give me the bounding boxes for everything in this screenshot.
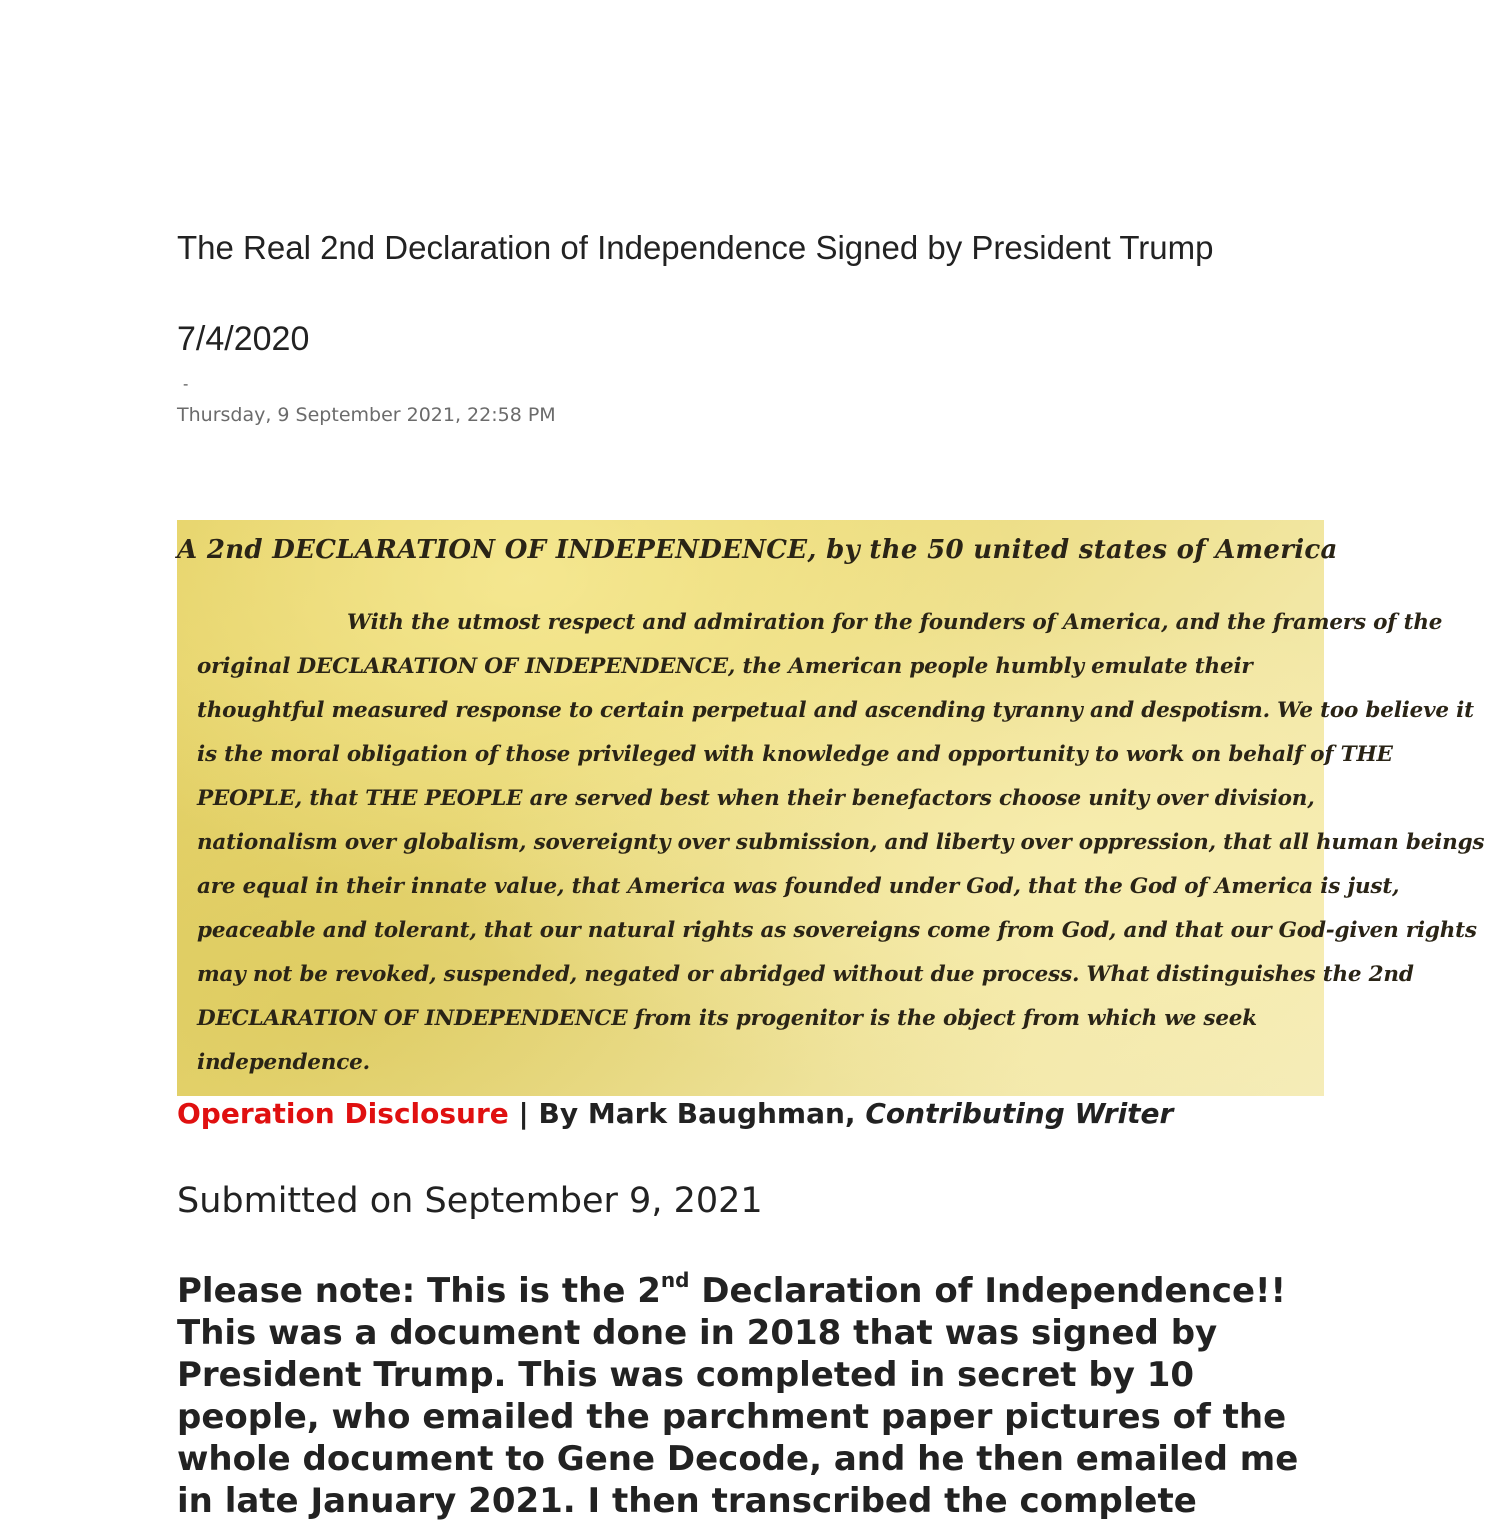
submitted-date: Submitted on September 9, 2021 xyxy=(177,1181,763,1221)
date-separator: - xyxy=(183,376,189,393)
note-line: in late January 2021. I then transcribed the complete xyxy=(177,1481,1197,1521)
ordinal-suffix: nd xyxy=(660,1268,690,1292)
parchment-line: thoughtful measured response to certain perpetual and ascending tyranny and despotism. We too believe it xyxy=(197,698,1474,723)
parchment-line: may not be revoked, suspended, negated or abridged without due process. What distinguishes the 2nd xyxy=(197,962,1414,987)
document-page xyxy=(177,0,1485,1521)
article-date: 7/4/2020 xyxy=(177,320,310,358)
parchment-line: peaceable and tolerant, that our natural rights as sovereigns come from God, and that our God-given rights xyxy=(197,918,1477,943)
note-line-start: Please note: This is the 2 xyxy=(177,1271,661,1311)
parchment-line: independence. xyxy=(197,1050,370,1075)
note-line: people, who emailed the parchment paper pictures of the xyxy=(177,1397,1287,1437)
note-line: whole document to Gene Decode, and he then emailed me xyxy=(177,1439,1299,1479)
parchment-line: original DECLARATION OF INDEPENDENCE, the American people humbly emulate their xyxy=(197,654,1253,679)
parchment-heading: A 2nd DECLARATION OF INDEPENDENCE, by the 50 united states of America xyxy=(177,535,1338,565)
parchment-line: is the moral obligation of those privileged with knowledge and opportunity to work on behalf of THE xyxy=(197,742,1393,767)
byline-author: | By Mark Baughman, xyxy=(508,1097,866,1130)
editor-note xyxy=(177,1270,1324,1522)
parchment-line: DECLARATION OF INDEPENDENCE from its progenitor is the object from which we seek xyxy=(197,1006,1257,1031)
article-title: The Real 2nd Declaration of Independence Signed by President Trump xyxy=(177,229,1214,266)
parchment-line: are equal in their innate value, that America was founded under God, that the God of America is just, xyxy=(197,874,1400,899)
parchment-line: PEOPLE, that THE PEOPLE are served best when their benefactors choose unity over division, xyxy=(197,786,1315,811)
parchment-line: With the utmost respect and admiration for the founders of America, and the framers of the xyxy=(347,610,1443,635)
note-line: President Trump. This was completed in secret by 10 xyxy=(177,1355,1195,1395)
article-byline xyxy=(177,1096,1173,1132)
note-line: This was a document done in 2018 that was signed by xyxy=(177,1313,1218,1353)
source-link[interactable]: Operation Disclosure xyxy=(177,1097,509,1130)
posted-timestamp: Thursday, 9 September 2021, 22:58 PM xyxy=(177,404,556,426)
note-line-end: Declaration of Independence!! xyxy=(689,1271,1287,1311)
note-line xyxy=(177,1270,1324,1312)
byline-role: Contributing Writer xyxy=(865,1097,1174,1130)
declaration-parchment-image xyxy=(177,520,1485,1096)
parchment-line: nationalism over globalism, sovereignty over submission, and liberty over oppression, that all human beings xyxy=(197,830,1485,855)
